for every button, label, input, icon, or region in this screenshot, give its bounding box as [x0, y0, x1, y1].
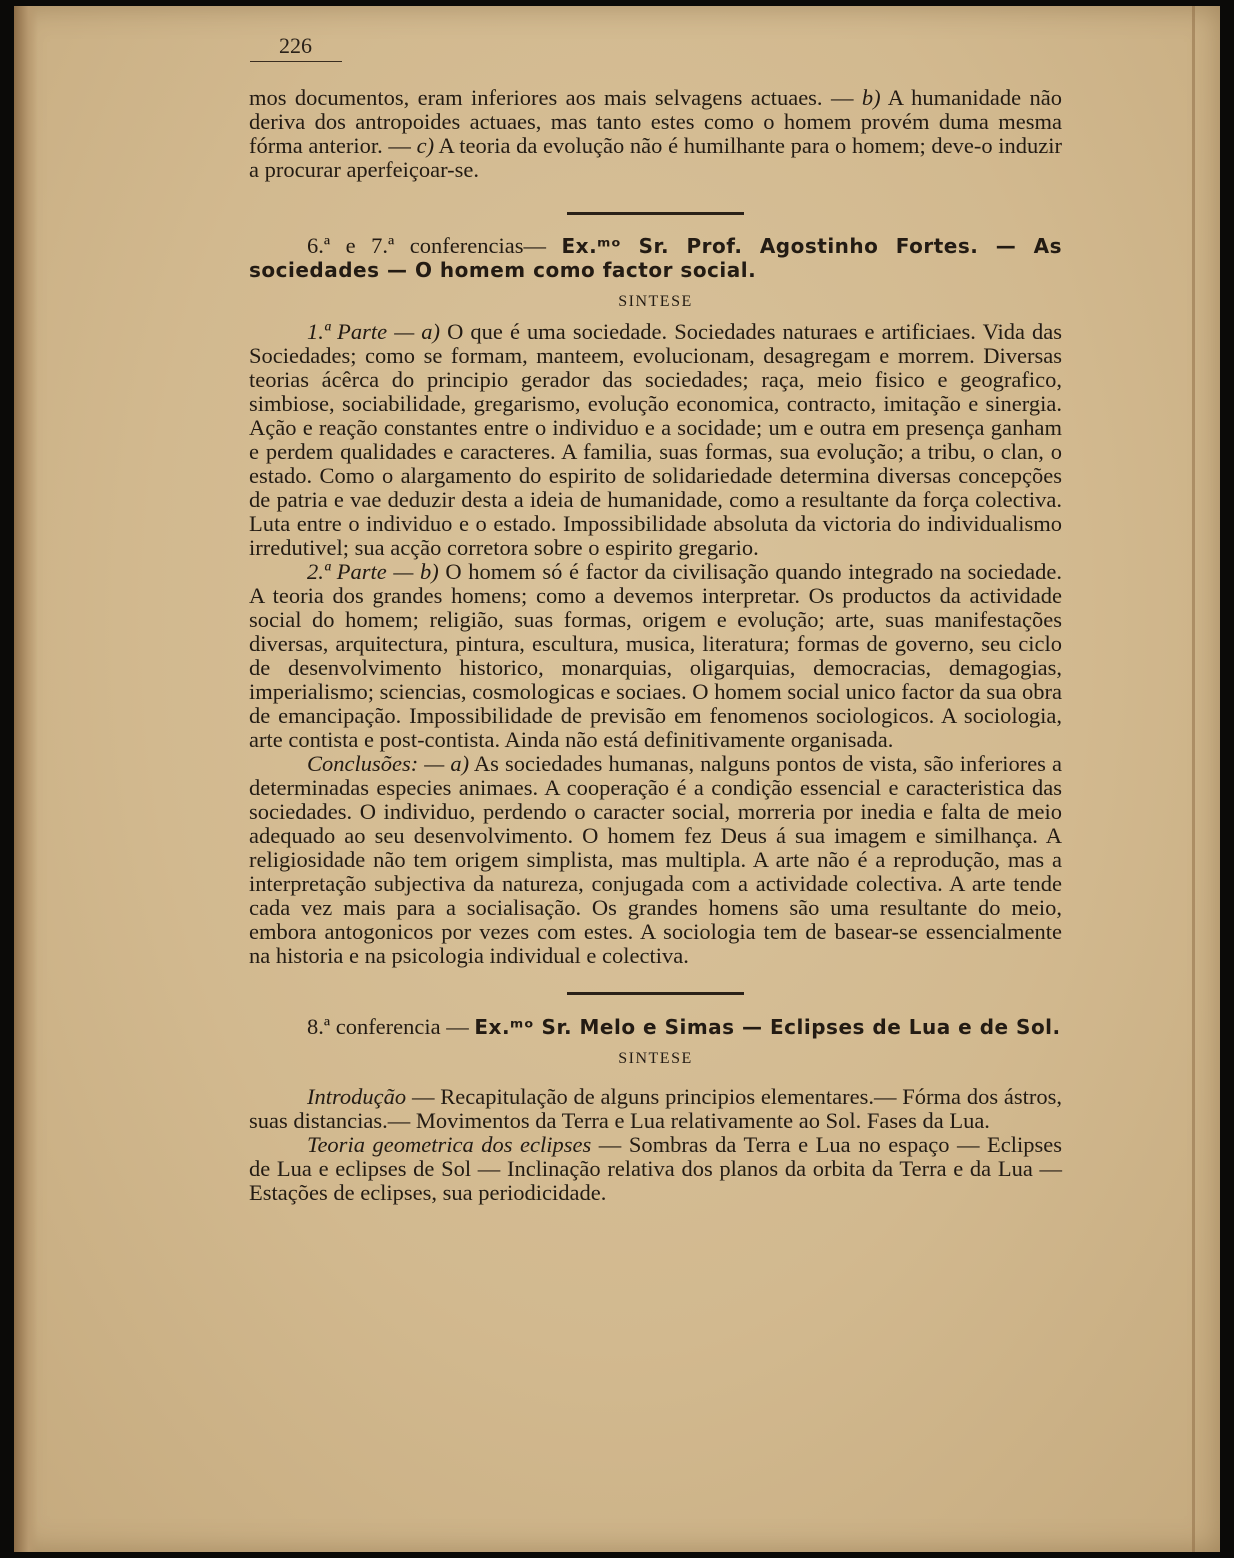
theory-text: — Sombras da Terra e Lua no espaço — Eclipses de Lua e eclipses de Sol — Inclinação relativa dos planos da orbita da Terra e da Lua — Estações de eclipses, sua periodicidade. [249, 1132, 1062, 1205]
section-separator [567, 992, 744, 995]
part-1-text: O que é uma sociedade. Sociedades naturaes e artificiaes. Vida das Sociedades; como se formam, manteem, evolucionam, desagregam e morrem. Diversas teorias ácêrca do principio gerador das sociedades; raça, meio fisico e geografico, simbiose, sociabilidade, gregarismo, evolução economica, contracto, imitação e sinergia. Ação e reação constantes entre o individuo e a socidade; um e outra em presença ganham e perdem qualidades e caracteres. A familia, suas formas, sua evolução; a tribu, o clan, o estado. Como o alargamento do espirito de solidariedade determina diversas concepções de patria e vae deduzir desta a ideia de humanidade, como a resultante da força colectiva. Luta entre o individuo e o estado. Impossibilidade absoluta da victoria do individualismo irredutivel; sua acção corretora sobre o espirito gregario. [249, 319, 1063, 560]
conference-6-7-number: 6.ª e 7.ª conferencias— [307, 233, 546, 258]
intro-text-3: A teoria da evolução não é humilhante para o homem; deve-o induzir a procurar aperfeiçoar-se. [249, 133, 1062, 182]
theory-label: Teoria geometrica dos eclipses [307, 1132, 592, 1157]
part-2-paragraph [249, 560, 1062, 752]
conference-6-7-title: Ex.ᵐᵒ Sr. Prof. Agostinho Fortes. — As sociedades — O homem como factor social. [249, 234, 1063, 282]
conference-6-7-sintese-label: SINTESE [618, 293, 693, 310]
introduction-text: — Recapitulação de alguns principios elementares.— Fórma dos ástros, suas distancias.— Movimentos da Terra e Lua relativamente ao Sol. Fases da Lua. [249, 1084, 1063, 1133]
page-fold-edge [1192, 6, 1195, 1552]
section-separator [567, 212, 744, 215]
intro-text-2: A humanidade não deriva dos antropoides actuaes, mas tanto estes como o homem provém duma mesma fórma anterior. — [249, 85, 1062, 158]
part-2-label: 2.ª Parte — b) [307, 559, 439, 584]
conference-8-heading [249, 1015, 1062, 1039]
intro-marker-b: b) [861, 85, 881, 110]
part-2-text: O homem só é factor da civilisação quando integrado na sociedade. A teoria dos grandes homens; como a devemos interpretar. Os productos da actividade social do homem; religião, suas formas, origem e evolução; arte, suas manifestações diversas, arquitectura, pintura, escultura, musica, literatura; formas de governo, seu ciclo de desenvolvimento historico, monarquias, oligarquias, democracias, demagogias, imperialismo; sciencias, cosmologicas e sociaes. O homem social unico factor da sua obra de emancipação. Impossibilidade de previsão em fenomenos sociologicos. A sociologia, arte contista e post-contista. Ainda não está definitivamente organisada. [249, 559, 1063, 752]
intro-text-1: mos documentos, eram inferiores aos mais selvagens actuaes. — [249, 85, 854, 110]
conference-8-title: Ex.ᵐᵒ Sr. Melo e Simas — Eclipses de Lua e de Sol. [474, 1015, 1061, 1039]
intro-paragraph [249, 86, 1062, 182]
theory-paragraph [249, 1133, 1062, 1205]
page-number-rule [250, 61, 342, 62]
introduction-label: Introdução [307, 1084, 407, 1109]
part-1-paragraph [249, 320, 1062, 560]
conference-8-number: 8.ª conferencia — [307, 1014, 469, 1039]
conclusions-text: As sociedades humanas, nalguns pontos de vista, são inferiores a determinadas especies animaes. A cooperação é a condição essencial e caracteristica das sociedades. O individuo, perdendo o caracter social, morreria por inedia e falta de meio adequado ao seu desenvolvimento. O homem fez Deus á sua imagem e similhança. A religiosidade não tem origem simplista, mas multipla. A arte não é a reprodução, mas a interpretação subjectiva da natureza, conjugada com a actividade colectiva. A arte tende cada vez mais para a socialisação. Os grandes homens são uma resultante do meio, embora antogonicos por vezes com estes. A sociologia tem de basear-se essencialmente na historia e na psicologia individual e colectiva. [249, 751, 1062, 968]
introduction-paragraph [249, 1085, 1062, 1133]
conclusions-paragraph [249, 752, 1062, 968]
part-1-label: 1.ª Parte — a) [307, 319, 441, 344]
page-number: 226 [279, 33, 312, 58]
page-body [249, 86, 1062, 1205]
conference-8-sintese-label: SINTESE [618, 1050, 693, 1067]
conclusions-label: Conclusões: — a) [307, 751, 470, 776]
page-binding-edge [14, 6, 38, 1552]
intro-marker-c: c) [416, 133, 435, 158]
conference-6-7-heading [249, 234, 1062, 282]
